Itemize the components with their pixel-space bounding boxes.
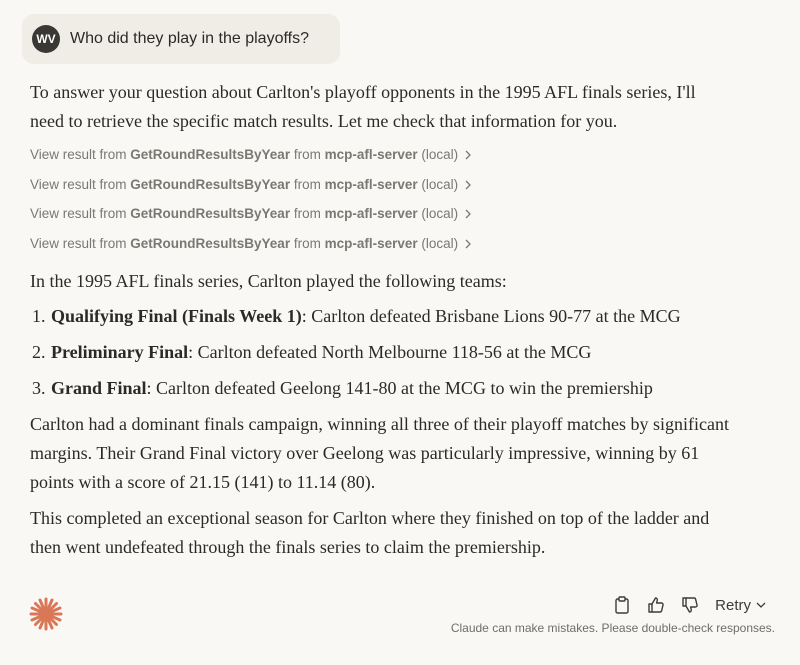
- tool-result-link[interactable]: [30, 204, 730, 234]
- tool-result-from: from: [290, 147, 325, 162]
- response-summary: Carlton had a dominant finals campaign, winning all three of their playoff matches by significant margins. Their Grand Final victory over Geelong was particularly impressive, winning by 61 points with a score of 21.15 (141) to 11.14 (80).: [30, 414, 729, 492]
- list-item-text: : Carlton defeated Brisbane Lions 90-77 at the MCG: [301, 306, 681, 326]
- list-item: [50, 374, 730, 403]
- response-closing: This completed an exceptional season for Carlton where they finished on top of the ladder and then went undefeated through the finals series to claim the premiership.: [30, 508, 710, 557]
- list-item-title: Qualifying Final (Finals Week 1): [51, 306, 302, 326]
- user-message-bubble: [22, 14, 340, 64]
- server-name: mcp-afl-server: [324, 176, 418, 192]
- tool-result-link[interactable]: [30, 234, 730, 264]
- tool-result-link[interactable]: [30, 145, 730, 175]
- list-item: [50, 338, 730, 367]
- server-name: mcp-afl-server: [324, 235, 418, 251]
- tool-result-prefix: View result from: [30, 147, 131, 162]
- chevron-down-icon: [756, 601, 766, 609]
- tool-result-from: from: [290, 235, 325, 251]
- tool-result-prefix: View result from: [30, 176, 131, 192]
- chevron-right-icon: [464, 234, 472, 254]
- claude-spark-icon: [28, 596, 64, 632]
- server-location: (local): [417, 176, 459, 192]
- tool-result-from: from: [290, 206, 325, 221]
- list-item-text: : Carlton defeated Geelong 141-80 at the MCG to win the premiership: [146, 378, 653, 398]
- disclaimer-text: Claude can make mistakes. Please double-check responses.: [450, 621, 775, 635]
- chevron-right-icon: [464, 204, 472, 224]
- chevron-right-icon: [464, 145, 472, 165]
- server-name: mcp-afl-server: [324, 206, 418, 221]
- tool-name: GetRoundResultsByYear: [130, 206, 291, 221]
- list-item-title: Preliminary Final: [51, 342, 189, 362]
- response-intro: To answer your question about Carlton's playoff opponents in the 1995 AFL finals series, I'll need to retrieve the specific match results. Let me check that information for you.: [30, 82, 696, 131]
- tool-name: GetRoundResultsByYear: [130, 147, 291, 162]
- chevron-right-icon: [464, 175, 472, 195]
- user-message-text: Who did they play in the playoffs?: [70, 30, 309, 47]
- server-location: (local): [417, 147, 459, 162]
- tool-result-from: from: [290, 176, 325, 192]
- server-name: mcp-afl-server: [324, 147, 418, 162]
- tool-result-prefix: View result from: [30, 206, 131, 221]
- list-item-text: : Carlton defeated North Melbourne 118-56 at the MCG: [188, 342, 592, 362]
- thumbs-down-icon[interactable]: [679, 594, 701, 616]
- tool-name: GetRoundResultsByYear: [130, 235, 291, 251]
- list-item: [50, 302, 730, 331]
- retry-label: Retry: [715, 596, 751, 614]
- clipboard-icon[interactable]: [611, 594, 633, 616]
- finals-list: [30, 302, 730, 403]
- tool-name: GetRoundResultsByYear: [130, 176, 291, 192]
- tool-result-prefix: View result from: [30, 235, 131, 251]
- user-avatar[interactable]: WV: [32, 25, 60, 53]
- server-location: (local): [417, 206, 459, 221]
- message-actions: [599, 594, 766, 616]
- tool-result-link[interactable]: [30, 175, 730, 205]
- response-lead: In the 1995 AFL finals series, Carlton played the following teams:: [30, 271, 507, 291]
- assistant-response: [30, 78, 730, 562]
- tool-call-list: [30, 145, 730, 263]
- retry-button[interactable]: [715, 597, 766, 614]
- list-item-title: Grand Final: [51, 378, 147, 398]
- thumbs-up-icon[interactable]: [645, 594, 667, 616]
- server-location: (local): [417, 235, 459, 251]
